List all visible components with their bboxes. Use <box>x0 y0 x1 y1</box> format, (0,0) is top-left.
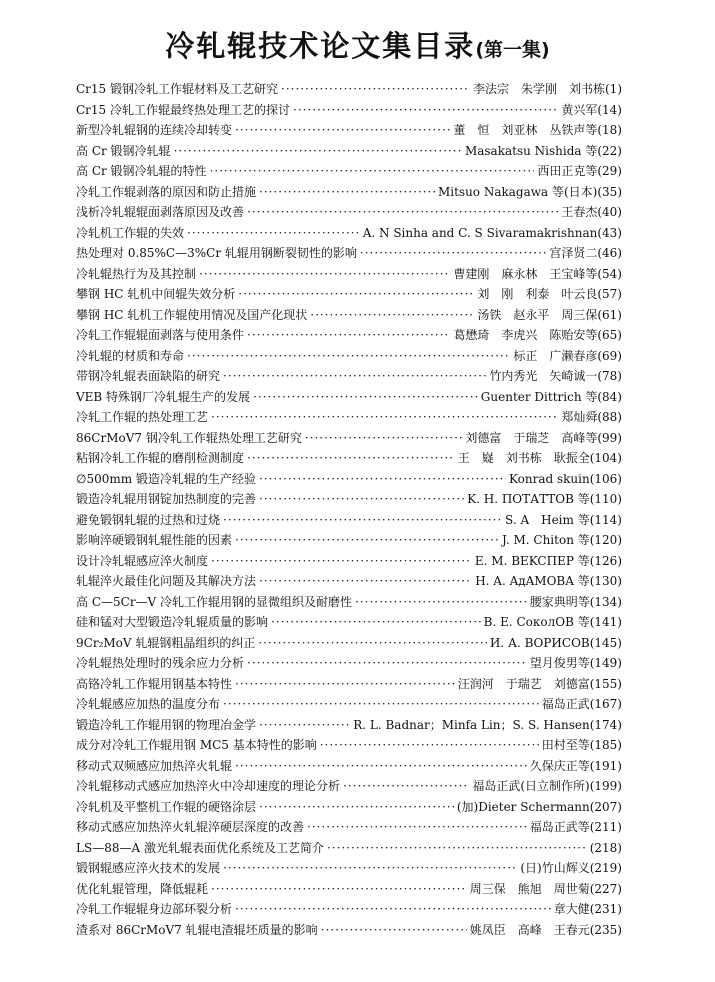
entry-authors-page: 田村至等(185) <box>541 738 622 752</box>
dot-leader <box>247 325 450 346</box>
dot-leader <box>247 202 558 223</box>
toc-entry <box>76 223 622 244</box>
entry-authors-page: 曹建刚 麻永林 王宝峰等(54) <box>453 266 622 281</box>
entry-title: 锻钢辊感应淬火技术的发展 <box>76 861 221 875</box>
entry-authors-page: (日)竹山辉义(219) <box>520 861 622 875</box>
dot-leader <box>235 899 551 920</box>
dot-leader <box>259 489 464 510</box>
entry-title: LS—88—A 激光轧辊表面优化系统及工艺简介 <box>76 840 324 855</box>
title-volume: (第一集) <box>475 39 550 61</box>
entry-title: 86CrMoV7 钢冷轧工作辊热处理工艺研究 <box>76 430 302 445</box>
toc-entry <box>76 100 622 121</box>
entry-title: ∅500mm 锻造冷轧辊的生产经验 <box>76 471 256 486</box>
dot-leader <box>235 674 455 695</box>
dot-leader <box>223 366 486 387</box>
toc-entry <box>76 920 622 941</box>
toc-entry <box>76 489 622 510</box>
dot-leader <box>187 223 360 244</box>
dot-leader <box>360 243 546 264</box>
entry-title: 冷轧辊移动式感应加热淬火中冷却速度的理论分析 <box>76 779 341 793</box>
entry-title: 冷轧辊热处理时的残余应力分析 <box>76 656 245 670</box>
entry-authors-page: 李法宗 朱学刚 刘书栋(1) <box>473 82 622 96</box>
entry-title: Cr15 锻钢冷轧工作辊材料及工艺研究 <box>76 82 279 96</box>
dot-leader <box>271 612 481 633</box>
dot-leader <box>223 858 517 879</box>
toc-entry <box>76 551 622 572</box>
entry-authors-page: 葛懋琦 李虎兴 陈贻安等(65) <box>453 328 622 342</box>
toc-entry <box>76 530 622 551</box>
entry-authors-page: 西田正克等(29) <box>537 164 622 178</box>
toc-entry <box>76 776 622 797</box>
dot-leader <box>174 141 462 162</box>
entry-title: 冷轧辊的材质和寿命 <box>76 348 185 363</box>
toc-entry <box>76 858 622 879</box>
entry-authors-page: 福岛正武等(211) <box>529 820 622 834</box>
entry-title: 优化轧辊管理，降低辊耗 <box>76 881 209 896</box>
dot-leader <box>247 448 455 469</box>
dot-leader <box>238 284 474 305</box>
dot-leader <box>258 633 487 654</box>
toc-entry <box>76 653 622 674</box>
toc-entry <box>76 202 622 223</box>
entry-title: 攀钢 HC 轧机工作辊使用情况及国产化现状 <box>76 307 308 322</box>
toc-entry <box>76 325 622 346</box>
toc-entry <box>76 182 622 203</box>
entry-title: 渣系对 86CrMoV7 轧辊电渣辊坯质量的影响 <box>76 922 318 937</box>
toc-entry <box>76 592 622 613</box>
entry-title: 9Cr₂MoV 轧辊钢粗晶组织的纠正 <box>76 635 256 650</box>
toc-entry <box>76 284 622 305</box>
dot-leader <box>235 530 499 551</box>
dot-leader <box>355 592 527 613</box>
dot-leader <box>187 346 510 367</box>
dot-leader <box>281 79 470 100</box>
entry-authors-page: 竹内秀光 矢崎诚一(78) <box>489 369 622 383</box>
toc-entry <box>76 797 622 818</box>
dot-leader <box>211 551 472 572</box>
toc-entry <box>76 387 622 408</box>
entry-authors-page: 福岛正武(167) <box>541 697 622 711</box>
entry-authors-page: 王 嶷 刘书栋 耿振全(104) <box>457 451 622 465</box>
entry-authors-page: 郑灿舜(88) <box>561 410 622 424</box>
toc-entry <box>76 264 622 285</box>
entry-title: 冷轧辊感应加热的温度分布 <box>76 697 221 711</box>
entry-authors-page: 王春杰(40) <box>561 205 622 219</box>
dot-leader <box>223 694 539 715</box>
entry-title: 高 Cr 锻钢冷轧辊 <box>76 143 171 158</box>
entry-authors-page: Guenter Dittrich 等(84) <box>480 389 622 404</box>
toc-entry <box>76 469 622 490</box>
toc-entry <box>76 243 622 264</box>
entry-authors-page: 刘 刚 利泰 叶云良(57) <box>477 287 622 301</box>
toc-entry <box>76 510 622 531</box>
entry-authors-page: 刘德富 于瑞芝 高峰等(99) <box>465 430 622 445</box>
toc-entry <box>76 879 622 900</box>
entry-title: 高 C—5Cr—V 冷轧工作辊用钢的显微组织及耐磨性 <box>76 594 353 609</box>
toc-entry <box>76 448 622 469</box>
toc-entry <box>76 838 622 859</box>
dot-leader <box>259 715 350 736</box>
dot-leader <box>293 100 558 121</box>
entry-title: Cr15 冷轧工作辊最终热处理工艺的探讨 <box>76 102 291 117</box>
entry-authors-page: B. E. СоколОВ 等(141) <box>483 615 622 629</box>
entry-authors-page: J. M. Chiton 等(120) <box>501 533 622 547</box>
entry-authors-page: Mitsuo Nakagawa 等(日本)(35) <box>437 184 622 199</box>
toc-entry <box>76 428 622 449</box>
entry-title: 移动式感应加热淬火轧辊淬硬层深度的改善 <box>76 820 305 834</box>
entry-authors-page: E. M. BEKCПЕР 等(126) <box>474 553 622 568</box>
entry-title: 避免锻钢轧辊的过热和过烧 <box>76 512 221 527</box>
entry-authors-page: S. A Heim 等(114) <box>505 512 622 527</box>
toc-entry <box>76 612 622 633</box>
toc-entry <box>76 407 622 428</box>
dot-leader <box>259 469 506 490</box>
entry-title: 冷轧工作辊辊身边部环裂分析 <box>76 902 233 916</box>
toc-entry <box>76 571 622 592</box>
dot-leader <box>305 428 463 449</box>
entry-title: 新型冷轧辊钢的连续冷却转变 <box>76 123 233 137</box>
toc-entry <box>76 79 622 100</box>
entry-authors-page: 姚凤臣 高峰 王春元(235) <box>469 922 622 937</box>
entry-title: 冷轧工作辊的热处理工艺 <box>76 410 209 424</box>
title-main: 冷轧辊技术论文集目录 <box>165 29 476 63</box>
entry-title: 冷轧机工作辊的失效 <box>76 225 185 240</box>
entry-authors-page: 周三保 熊旭 周世菊(227) <box>469 881 622 896</box>
toc-entry <box>76 346 622 367</box>
toc-entry <box>76 715 622 736</box>
entry-authors-page: 章大健(231) <box>553 902 622 916</box>
entry-authors-page: 望月俊男等(149) <box>529 656 622 670</box>
dot-leader <box>307 817 527 838</box>
entry-authors-page: 汤铁 赵永平 周三保(61) <box>477 307 622 322</box>
dot-leader <box>223 510 502 531</box>
entry-authors-page: 标正 广濑春彦(69) <box>513 348 622 363</box>
entry-authors-page: Konrad skuin(106) <box>509 471 622 486</box>
toc-entry <box>76 366 622 387</box>
dot-leader <box>253 387 478 408</box>
entry-title: 冷轧辊热行为及其控制 <box>76 266 197 281</box>
dot-leader <box>327 838 587 859</box>
dot-leader <box>211 407 558 428</box>
dot-leader <box>199 264 450 285</box>
toc-entry <box>76 756 622 777</box>
entry-title: 高 Cr 锻钢冷轧辊的特性 <box>76 164 207 178</box>
dot-leader <box>259 797 454 818</box>
dot-leader <box>259 182 435 203</box>
toc-entry <box>76 633 622 654</box>
entry-title: 硅和锰对大型锻造冷轧辊质量的影响 <box>76 615 269 629</box>
toc-entry <box>76 817 622 838</box>
entry-authors-page: И. А. ВОРИСОВ(145) <box>489 635 622 650</box>
entry-title: 锻造冷轧工作辊用钢的物理冶金学 <box>76 717 257 732</box>
entry-authors-page: H. A. AдAMOBA 等(130) <box>475 574 622 588</box>
entry-authors-page: Masakatsu Nishida 等(22) <box>464 143 622 158</box>
entry-title: 攀钢 HC 轧机中间辊失效分析 <box>76 287 236 301</box>
entry-title: 高铬冷轧工作辊用钢基本特性 <box>76 676 233 691</box>
dot-leader <box>235 756 527 777</box>
entry-title: 浅析冷轧辊辊面剥落原因及改善 <box>76 205 245 219</box>
toc-entry <box>76 120 622 141</box>
entry-title: 冷轧机及平整机工作辊的硬铬涂层 <box>76 799 257 814</box>
dot-leader <box>259 571 472 592</box>
toc-entry <box>76 899 622 920</box>
entry-title: VEB 特殊钢厂冷轧辊生产的发展 <box>76 389 251 404</box>
table-of-contents <box>76 79 622 940</box>
entry-title: 影响淬硬锻钢轧辊性能的因素 <box>76 533 233 547</box>
entry-title: 成分对冷轧工作辊用钢 MC5 基本特性的影响 <box>76 738 317 752</box>
entry-authors-page: (加)Dieter Schermann(207) <box>456 799 622 814</box>
toc-entry <box>76 141 622 162</box>
entry-authors-page: K. H. ПОТАТТОВ 等(110) <box>467 492 622 506</box>
entry-authors-page: R. L. Badnar；Minfa Lin；S. S. Hansen(174) <box>353 717 622 732</box>
entry-authors-page: 宫泽贤二(46) <box>549 246 622 260</box>
dot-leader <box>321 920 467 941</box>
dot-leader <box>247 653 527 674</box>
dot-leader <box>235 120 450 141</box>
entry-title: 锻造冷轧辊用钢锭加热制度的完善 <box>76 492 257 506</box>
entry-authors-page: 董 恒 刘亚林 丛铁声等(18) <box>453 123 622 137</box>
entry-authors-page: A. N Sinha and C. S Sivaramakrishnan(43) <box>362 225 622 240</box>
toc-entry <box>76 674 622 695</box>
entry-title: 设计冷轧辊感应淬火制度 <box>76 553 209 568</box>
dot-leader <box>310 305 474 326</box>
entry-authors-page: 腰家典明等(134) <box>529 594 622 609</box>
entry-authors-page: 福岛正武(日立制作所)(199) <box>472 779 622 793</box>
page-title <box>0 24 715 65</box>
entry-title: 冷轧工作辊辊面剥落与使用条件 <box>76 328 245 342</box>
dot-leader <box>210 161 535 182</box>
entry-title: 带钢冷轧辊表面缺陷的研究 <box>76 369 221 383</box>
dot-leader <box>320 735 539 756</box>
toc-entry <box>76 694 622 715</box>
entry-title: 冷轧工作辊剥落的原因和防止措施 <box>76 184 257 199</box>
toc-entry <box>76 161 622 182</box>
entry-authors-page: (218) <box>589 840 622 855</box>
entry-title: 粘钢冷轧工作辊的磨削检测制度 <box>76 451 245 465</box>
entry-authors-page: 久保庆正等(191) <box>529 758 622 773</box>
entry-title: 轧辊淬火最佳化问题及其解决方法 <box>76 574 257 588</box>
toc-entry <box>76 305 622 326</box>
entry-authors-page: 汪润河 于瑞艺 刘德富(155) <box>457 676 622 691</box>
dot-leader <box>211 879 467 900</box>
entry-authors-page: 黄兴军(14) <box>561 102 622 117</box>
entry-title: 热处理对 0.85%C—3%Cr 轧辊用钢断裂韧性的影响 <box>76 246 357 260</box>
entry-title: 移动式双频感应加热淬火轧辊 <box>76 758 233 773</box>
toc-entry <box>76 735 622 756</box>
dot-leader <box>343 776 469 797</box>
